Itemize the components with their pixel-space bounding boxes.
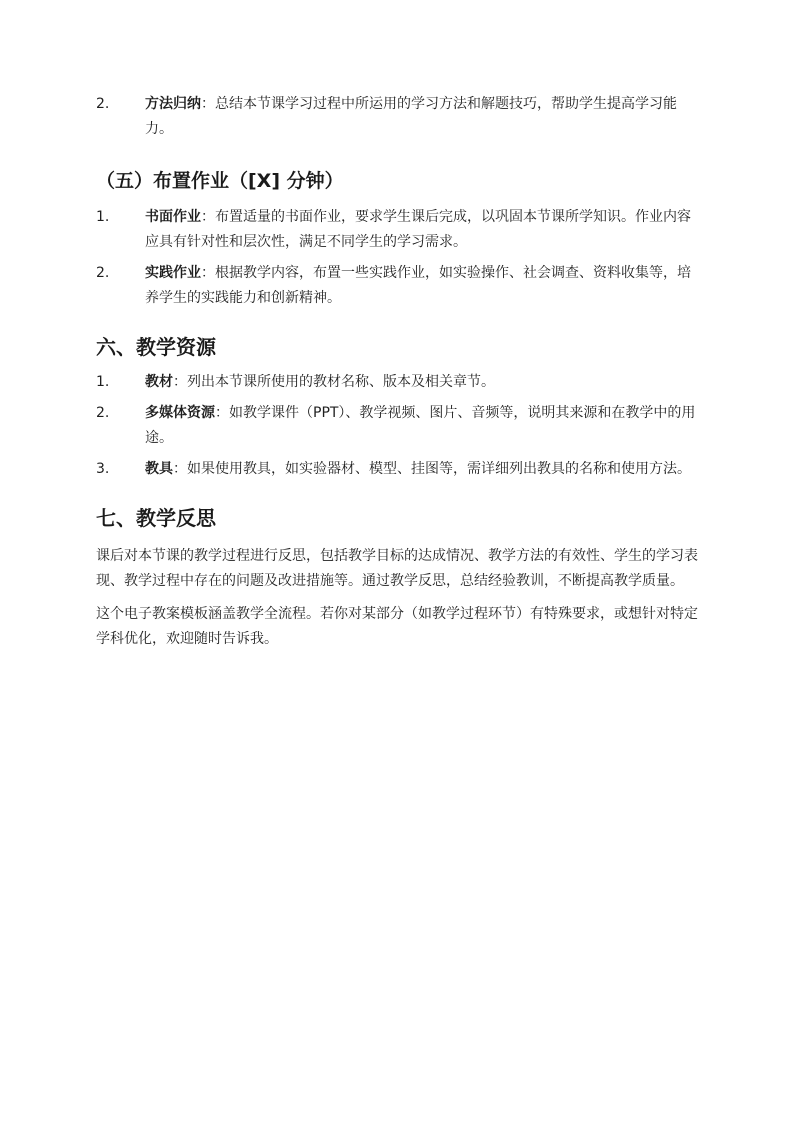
list-item-method-summary xyxy=(96,92,700,142)
closing-note-paragraph: 这个电子教案模板涵盖教学全流程。若你对某部分（如教学过程环节）有特殊要求，或想针对特定学科优化，欢迎随时告诉我。 xyxy=(96,606,698,647)
list-item-multimedia xyxy=(96,401,700,451)
list-term: 教具 xyxy=(145,461,173,477)
list-number: 1. xyxy=(96,209,110,225)
list-item-practical-homework xyxy=(96,261,700,311)
reflection-paragraph: 课后对本节课的教学过程进行反思，包括教学目标的达成情况、教学方法的有效性、学生的学习表现、教学过程中存在的问题及改进措施等。通过教学反思，总结经验教训，不断提高教学质量。 xyxy=(96,548,698,589)
section-heading-homework: （五）布置作业（[X] 分钟） xyxy=(96,170,344,192)
section-heading-reflection: 七、教学反思 xyxy=(96,506,216,530)
list-description: ：总结本节课学习过程中所运用的学习方法和解题技巧，帮助学生提高学习能力。 xyxy=(145,96,677,137)
list-item-written-homework xyxy=(96,205,700,255)
list-number: 1. xyxy=(96,374,110,390)
list-number: 3. xyxy=(96,461,110,477)
list-number: 2. xyxy=(96,265,110,281)
list-term: 实践作业 xyxy=(145,265,201,281)
list-term: 教材 xyxy=(145,374,173,390)
section-heading-resources: 六、教学资源 xyxy=(96,335,216,359)
list-number: 2. xyxy=(96,96,110,112)
list-description: ：如教学课件（PPT）、教学视频、图片、音频等，说明其来源和在教学中的用途。 xyxy=(145,405,696,446)
list-term: 多媒体资源 xyxy=(145,405,215,421)
document-page xyxy=(96,0,700,652)
list-item-textbook xyxy=(96,370,700,395)
list-number: 2. xyxy=(96,405,110,421)
list-description: ：根据教学内容，布置一些实践作业，如实验操作、社会调查、资料收集等，培养学生的实践能力和创新精神。 xyxy=(145,265,691,306)
list-description: ：布置适量的书面作业，要求学生课后完成，以巩固本节课所学知识。作业内容应具有针对性和层次性，满足不同学生的学习需求。 xyxy=(145,209,691,250)
list-term: 方法归纳 xyxy=(145,96,201,112)
list-item-teaching-aids xyxy=(96,457,700,482)
list-description: ：如果使用教具，如实验器材、模型、挂图等，需详细列出教具的名称和使用方法。 xyxy=(173,461,691,477)
list-description: ：列出本节课所使用的教材名称、版本及相关章节。 xyxy=(173,374,495,390)
list-term: 书面作业 xyxy=(145,209,201,225)
